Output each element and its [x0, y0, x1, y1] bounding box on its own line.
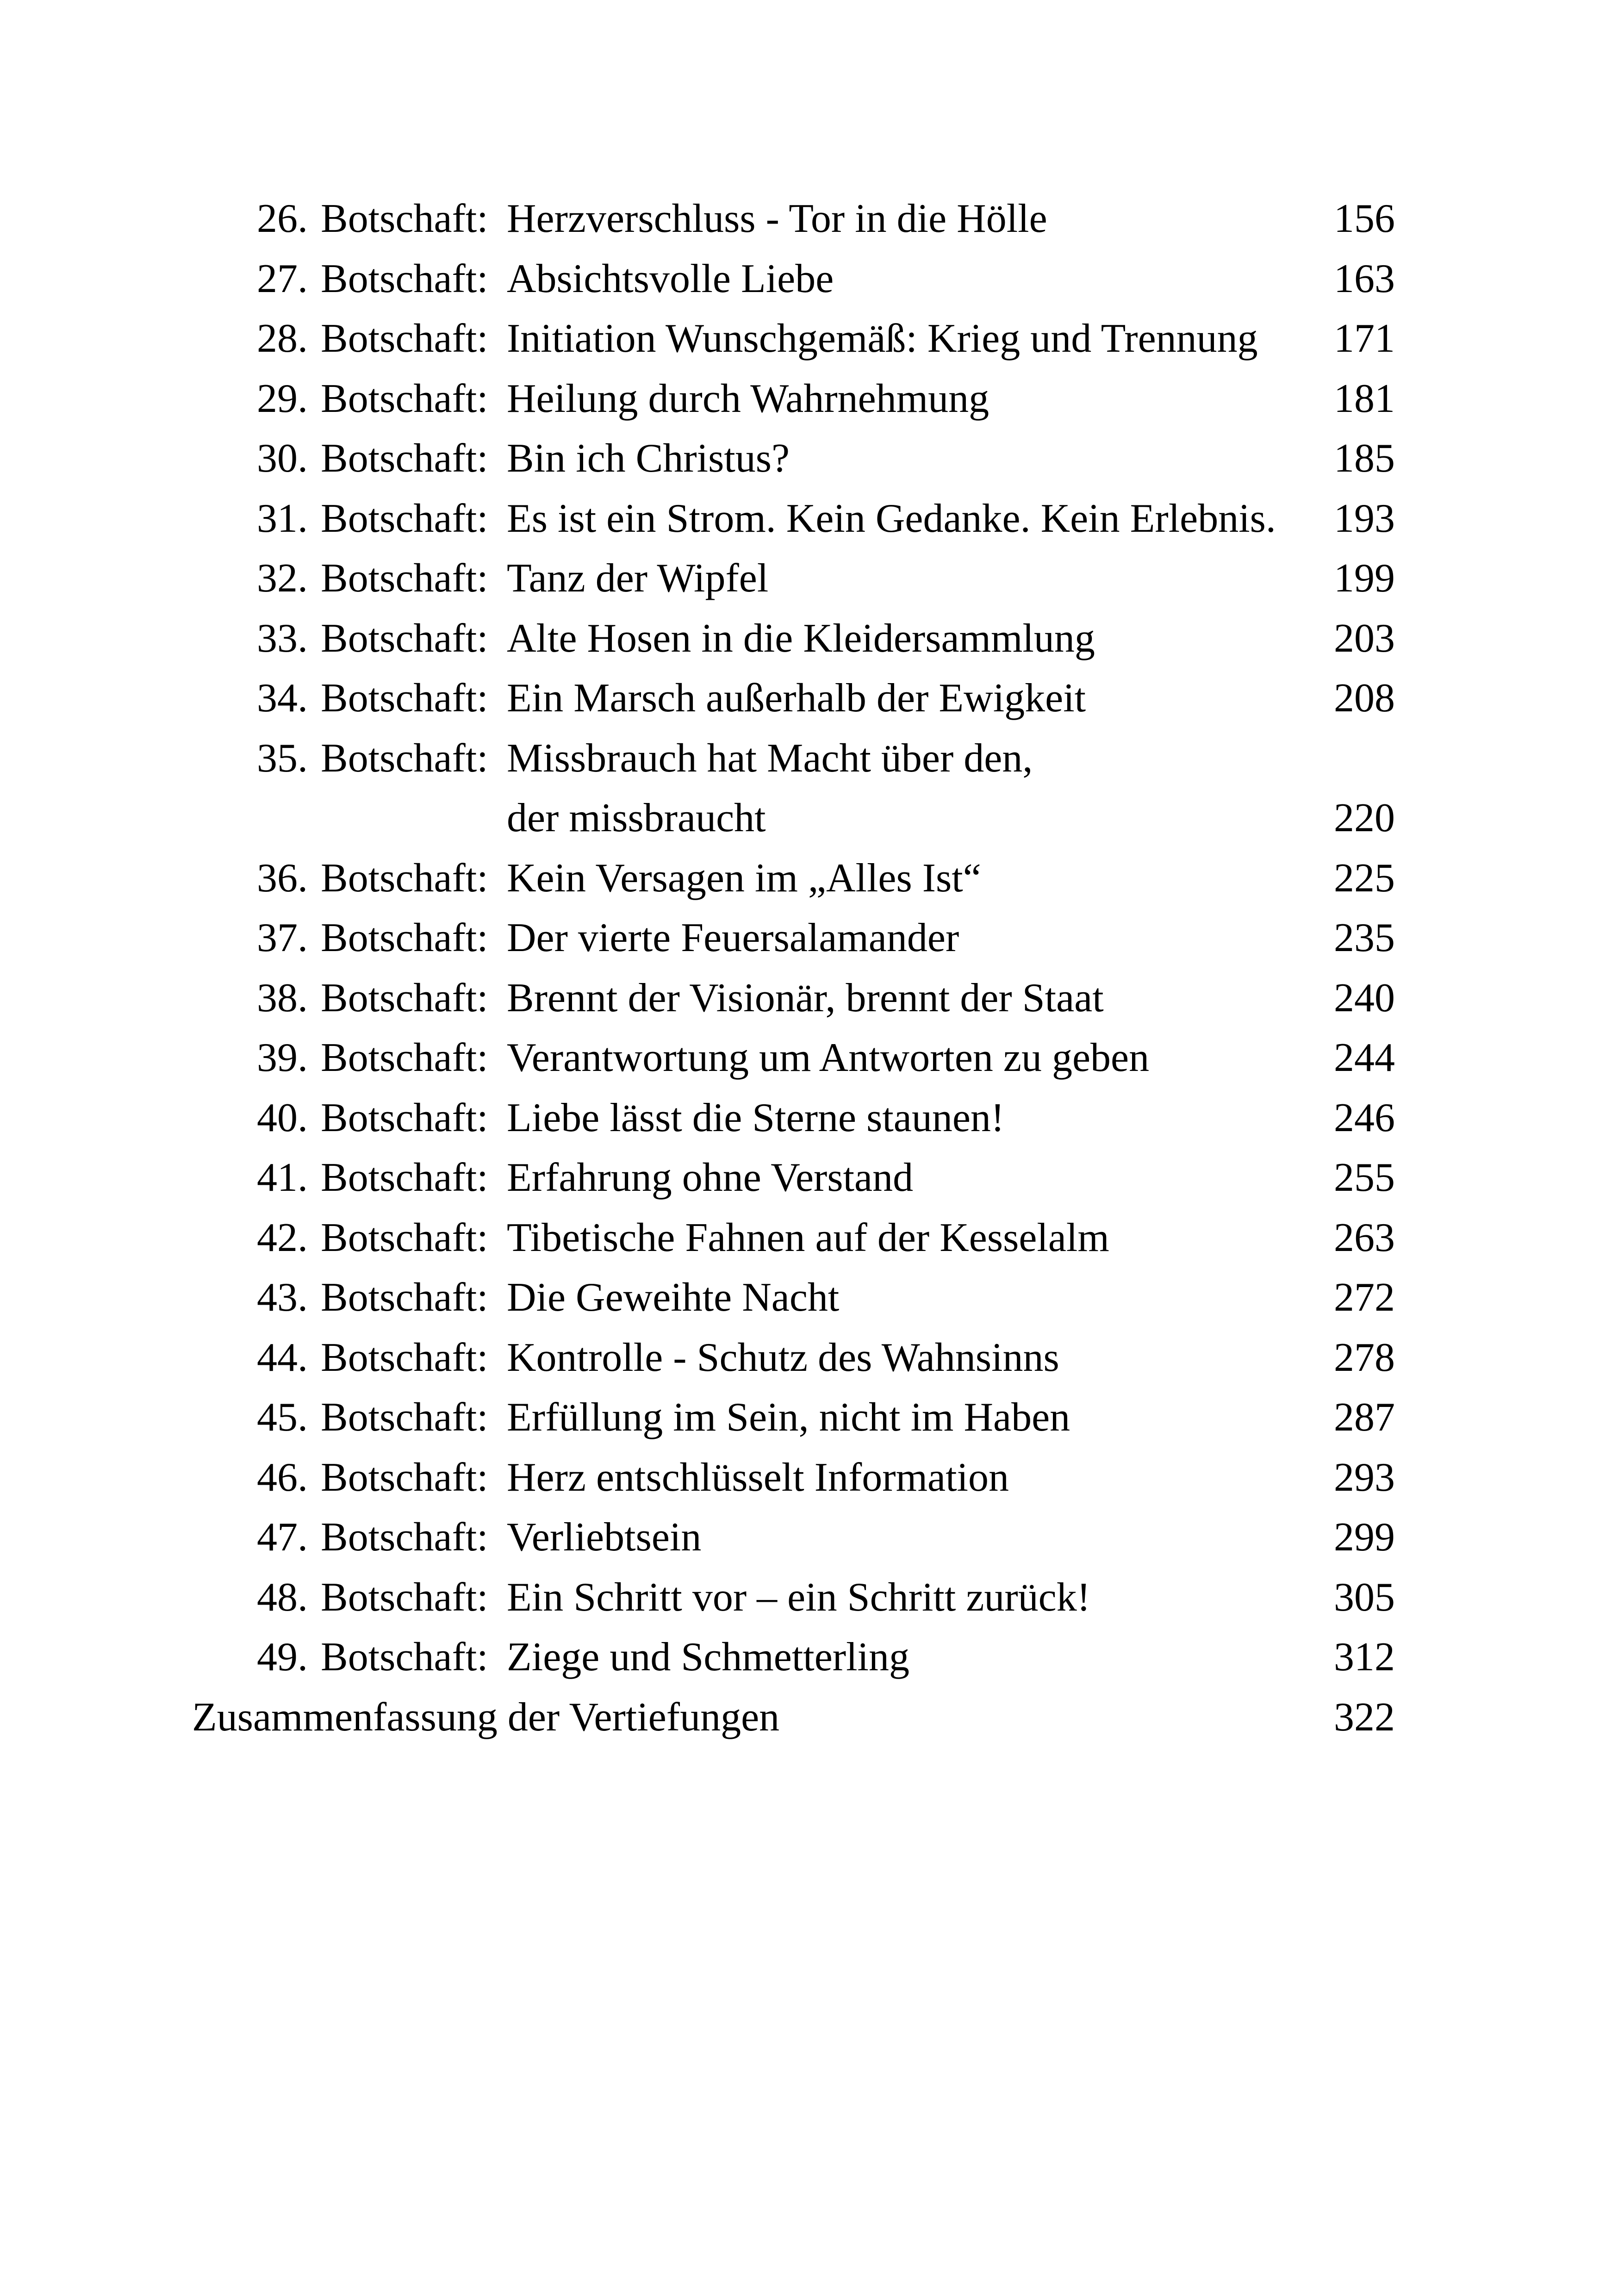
entry-label: Botschaft:: [321, 1215, 488, 1260]
entry-title: Missbrauch hat Macht über den,: [507, 735, 1033, 781]
toc-entry-47: [0, 1507, 1618, 1568]
entry-page-number: 156: [1334, 196, 1395, 241]
summary-title: Zusammenfassung der Vertiefungen: [192, 1694, 780, 1740]
entry-label: Botschaft:: [321, 196, 488, 241]
entry-title: Erfahrung ohne Verstand: [507, 1155, 914, 1200]
entry-label: Botschaft:: [321, 616, 488, 661]
entry-number: 33.: [257, 616, 308, 661]
toc-entry-34: [0, 668, 1618, 728]
entry-title: Tanz der Wipfel: [507, 556, 769, 601]
entry-label: Botschaft:: [321, 1395, 488, 1440]
entry-label: Botschaft:: [321, 1515, 488, 1560]
entry-page-number: 199: [1334, 556, 1395, 601]
entry-title: Erfüllung im Sein, nicht im Haben: [507, 1395, 1070, 1440]
entry-page-number: 278: [1334, 1335, 1395, 1380]
entry-number: 34.: [257, 676, 308, 721]
entry-number: 45.: [257, 1395, 308, 1440]
entry-label: Botschaft:: [321, 1574, 488, 1620]
entry-page-number: 263: [1334, 1215, 1395, 1260]
entry-label: Botschaft:: [321, 855, 488, 901]
entry-page-number: 287: [1334, 1395, 1395, 1440]
entry-number: 26.: [257, 196, 308, 241]
entry-title: Verantwortung um Antworten zu geben: [507, 1035, 1150, 1080]
entry-page-number: 181: [1334, 376, 1395, 421]
entry-label: Botschaft:: [321, 975, 488, 1020]
entry-page-number: 305: [1334, 1574, 1395, 1620]
entry-number: 36.: [257, 855, 308, 901]
entry-title: Kontrolle - Schutz des Wahnsinns: [507, 1335, 1059, 1380]
entry-number: 44.: [257, 1335, 308, 1380]
entry-number: 35.: [257, 735, 308, 781]
toc-entry-28: [0, 309, 1618, 369]
toc-entry-30: [0, 429, 1618, 489]
toc-entry-41: [0, 1148, 1618, 1208]
entry-page-number: 244: [1334, 1035, 1395, 1080]
entry-label: Botschaft:: [321, 376, 488, 421]
entry-page-number: 220: [1334, 796, 1395, 840]
entry-number: 39.: [257, 1035, 308, 1080]
entry-page-number: 299: [1334, 1515, 1395, 1560]
entry-label: Botschaft:: [321, 735, 488, 781]
entry-label: Botschaft:: [321, 1275, 488, 1320]
entry-title: Ein Schritt vor – ein Schritt zurück!: [507, 1574, 1091, 1620]
entry-label: Botschaft:: [321, 1635, 488, 1680]
entry-number: 37.: [257, 915, 308, 960]
toc-entry-35: [0, 728, 1618, 789]
entry-page-number: 255: [1334, 1155, 1395, 1200]
entry-number: 46.: [257, 1455, 308, 1500]
entry-title: Brennt der Visionär, brennt der Staat: [507, 975, 1104, 1020]
entry-number: 30.: [257, 436, 308, 481]
entry-page-number: 171: [1334, 316, 1395, 361]
toc-entry-36: [0, 848, 1618, 908]
toc-entry-38: [0, 968, 1618, 1028]
entry-number: 31.: [257, 496, 308, 541]
entry-number: 32.: [257, 556, 308, 601]
toc-entry-39: [0, 1028, 1618, 1088]
entry-title: Herzverschluss - Tor in die Hölle: [507, 196, 1047, 241]
entry-number: 49.: [257, 1635, 308, 1680]
entry-title: Kein Versagen im „Alles Ist“: [507, 855, 981, 901]
toc-entry-45: [0, 1388, 1618, 1448]
entry-page-number: 163: [1334, 256, 1395, 301]
entry-number: 28.: [257, 316, 308, 361]
toc-entry-33: [0, 609, 1618, 669]
entry-title: Liebe lässt die Sterne staunen!: [507, 1095, 1005, 1140]
entry-page-number: 235: [1334, 915, 1395, 960]
entry-label: Botschaft:: [321, 1335, 488, 1380]
summary-page-number: 322: [1334, 1694, 1395, 1740]
toc-entry-44: [0, 1328, 1618, 1388]
toc-entry-29: [0, 369, 1618, 429]
entry-title-continuation: der missbraucht: [507, 796, 766, 840]
entry-title: Initiation Wunschgemäß: Krieg und Trennung: [507, 316, 1258, 361]
entry-label: Botschaft:: [321, 676, 488, 721]
entry-page-number: 240: [1334, 975, 1395, 1020]
toc-entry-42: [0, 1208, 1618, 1268]
toc-entry-27: [0, 249, 1618, 309]
entry-number: 40.: [257, 1095, 308, 1140]
entry-number: 43.: [257, 1275, 308, 1320]
entry-page-number: 312: [1334, 1635, 1395, 1680]
toc-entry-40: [0, 1088, 1618, 1148]
table-of-contents: [0, 189, 1618, 1747]
entry-page-number: 203: [1334, 616, 1395, 661]
entry-title: Herz entschlüsselt Information: [507, 1455, 1009, 1500]
entry-page-number: 193: [1334, 496, 1395, 541]
entry-label: Botschaft:: [321, 556, 488, 601]
toc-entry-summary: [0, 1687, 1618, 1748]
toc-entry-26: [0, 189, 1618, 249]
entry-number: 48.: [257, 1574, 308, 1620]
entry-number: 41.: [257, 1155, 308, 1200]
entry-title: Tibetische Fahnen auf der Kesselalm: [507, 1215, 1109, 1260]
entry-title: Es ist ein Strom. Kein Gedanke. Kein Erlebnis.: [507, 496, 1276, 541]
entry-title: Ziege und Schmetterling: [507, 1635, 909, 1680]
entry-page-number: 225: [1334, 855, 1395, 901]
entry-label: Botschaft:: [321, 1095, 488, 1140]
toc-entry-37: [0, 908, 1618, 968]
toc-entry-32: [0, 548, 1618, 609]
entry-label: Botschaft:: [321, 1035, 488, 1080]
entry-number: 38.: [257, 975, 308, 1020]
entry-page-number: 185: [1334, 436, 1395, 481]
entry-label: Botschaft:: [321, 316, 488, 361]
entry-title: Die Geweihte Nacht: [507, 1275, 840, 1320]
entry-title: Heilung durch Wahrnehmung: [507, 376, 989, 421]
entry-page-number: 208: [1334, 676, 1395, 721]
toc-entry-48: [0, 1568, 1618, 1628]
entry-title: Alte Hosen in die Kleidersammlung: [507, 616, 1095, 661]
entry-page-number: 246: [1334, 1095, 1395, 1140]
entry-page-number: 272: [1334, 1275, 1395, 1320]
toc-entry-49: [0, 1627, 1618, 1687]
entry-title: Bin ich Christus?: [507, 436, 790, 481]
entry-number: 27.: [257, 256, 308, 301]
entry-label: Botschaft:: [321, 1455, 488, 1500]
entry-title: Absichtsvolle Liebe: [507, 256, 834, 301]
entry-number: 47.: [257, 1515, 308, 1560]
entry-title: Verliebtsein: [507, 1515, 702, 1560]
entry-number: 29.: [257, 376, 308, 421]
toc-entry-31: [0, 489, 1618, 549]
entry-number: 42.: [257, 1215, 308, 1260]
toc-entry-43: [0, 1268, 1618, 1328]
entry-label: Botschaft:: [321, 915, 488, 960]
toc-entry-46: [0, 1448, 1618, 1508]
entry-label: Botschaft:: [321, 256, 488, 301]
entry-label: Botschaft:: [321, 436, 488, 481]
entry-title: Ein Marsch außerhalb der Ewigkeit: [507, 676, 1086, 721]
entry-label: Botschaft:: [321, 1155, 488, 1200]
entry-title: Der vierte Feuersalamander: [507, 915, 959, 960]
toc-entry-35-continuation: [0, 788, 1618, 848]
entry-label: Botschaft:: [321, 496, 488, 541]
entry-page-number: 293: [1334, 1455, 1395, 1500]
